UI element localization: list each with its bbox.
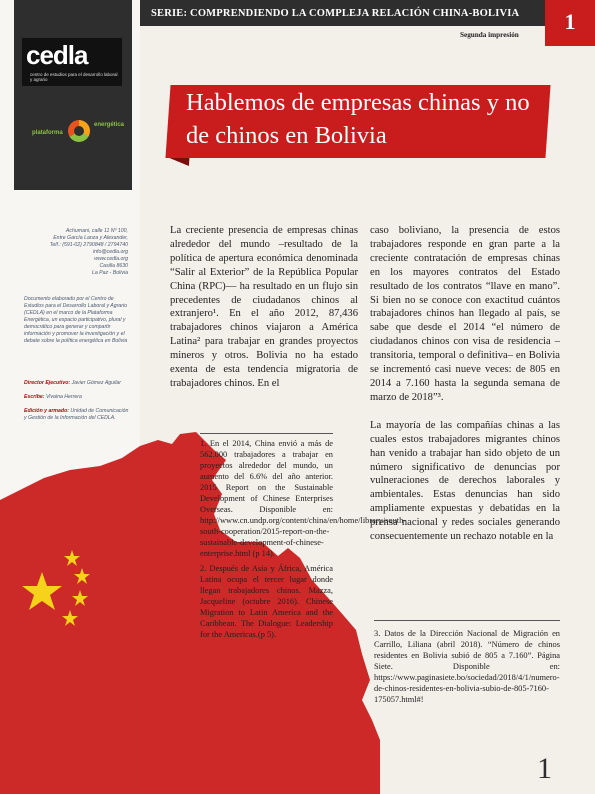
series-title: SERIE: COMPRENDIENDO LA COMPLEJA RELACIÓN CHINA-BOLIVIA [151, 8, 520, 19]
credits-block [24, 380, 132, 429]
cedla-logo-subtitle: centro de estudios para el desarrollo laboral y agrario [30, 72, 118, 82]
address-line: La Paz - Bolivia [91, 270, 128, 276]
footnotes-right [374, 628, 560, 709]
credit-editing: Edición y armado: Unidad de Comunicación y Gestión de la Información del CEDLA. [24, 408, 129, 421]
address-line: Achumani, calle 11 Nº 100, [65, 228, 128, 234]
plataforma-logo [32, 118, 132, 144]
body-paragraph: La mayoría de las compañías chinas a las cuales estos trabajadores migrantes chinos han venido a trabajar han sido objeto de un número significativo de denuncias por vulneraciones de derechos laborales y ambientales. Estas denuncias han sido ampliamente expuestas y debatidas en la prensa nacional y redes sociales generando consecuentemente un rechazo notable en la [370, 419, 560, 543]
page-number: 1 [537, 752, 552, 785]
footnote-1: 1. En el 2014, China envió a más de 562.000 trabajadores a trabajar en proyectos alrededor del mundo, un aumento del 6.6% del año anterior. 2015 Report on the Sustainable Development of Chinese Enterprises Overseas. Disponible en: http://www.cn.undp.org/content/china/en/home/library/south-south-cooperation/2015-report-on-the-sustainable-development-of-chinese-enterprise.html (p 14). [200, 439, 407, 558]
cedla-logo-word: cedla [26, 40, 88, 70]
footnote-rule [200, 433, 333, 434]
footnote-rule [374, 620, 560, 621]
plataforma-logo-right: energética [94, 122, 125, 128]
document-description: Documento elaborado por el Centro de Estudios para el Desarrollo Laboral y Agrario (CEDLA) en el marco de la Plataforma Energética, un espacio participativo, plural y democrático para generar y compartir información y promover la investigación y el debate sobre la política energética en Bolivia [24, 296, 128, 344]
credit-writer: Escribe: Vivaina Herrera [24, 394, 82, 400]
credit-director: Director Ejecutivo: Javier Gómez Aguilar [24, 380, 121, 386]
address-block [10, 228, 128, 277]
sidebar-header [14, 0, 132, 190]
body-paragraph: La creciente presencia de empresas chinas alrededor del mundo –resultado de la política de apertura económica denominada “Salir al Exterior” de la República Popular China (RPC)— ha resultado en un flujo sin precedentes de ciudadanos chinos al extranjero¹. En el año 2012, 87,436 trabajadores chinos viajaron a América Latina² para trabajar en grandes proyectos mineros y otros. Bolivia no ha estado exenta de esta tendencia migratoria de trabajadores chinos. En el [170, 225, 358, 389]
page-title: Hablemos de empresas chinas y no de chinos en Bolivia [186, 89, 530, 149]
address-line: www.cedla.org [94, 256, 128, 262]
footnotes-left [200, 438, 407, 644]
body-paragraph: caso boliviano, la presencia de estos trabajadores responde en gran parte a la creciente contratación de empresas chinas en los mayores contratos del Estado resultado de los contratos “llave en mano”. Si bien no se conoce con exactitud cuántos trabajadores chinos han llegado al país, se sabe que desde el 2014 “el número de ciudadanos chinos con visa de residencia –transitoria, temporal o definitiva– en Bolivia se incrementó casi nueve veces: de 805 en 2014 a 7.160 hasta la segunda semana de marzo de 2018”³. [370, 225, 560, 403]
address-line: info@cedla.org [93, 249, 128, 255]
plataforma-logo-left: plataforma [32, 130, 63, 136]
address-line: Telf.: (591-02) 2790848 / 2794740 [49, 242, 128, 248]
body-column-1 [170, 224, 358, 405]
body-column-2 [370, 224, 560, 558]
footnote-2: 2. Después de Asia y África, América Latina ocupa el tercer lugar donde llegan trabajadores chinos. Mazza, Jacqueline (octubre 2016). Chinese Migration to Latin America and the Caribbean. The Dialogue: Leadership for the Americas.(p 5). [200, 564, 333, 639]
address-line: Casilla 8630 [99, 263, 128, 269]
page-badge: 1 [545, 0, 595, 46]
footnote-3: 3. Datos de la Dirección Nacional de Migración en Carrillo, Liliana (abril 2018). “Número de chinos residentes en Bolivia subió de 805 a 7.160”. Página Siete. Disponible en: https://www.paginasiete.bo/sociedad/2018/4/1/numero-de-chinos-residentes-en-bolivia-subio-de-805-7160-175057.html#! [374, 629, 560, 704]
address-line: Entre García Lanza y Alexander, [53, 235, 128, 241]
reprint-label: Segunda impresión [460, 31, 519, 39]
plataforma-swirl-icon [68, 120, 90, 142]
cedla-logo [22, 38, 122, 86]
